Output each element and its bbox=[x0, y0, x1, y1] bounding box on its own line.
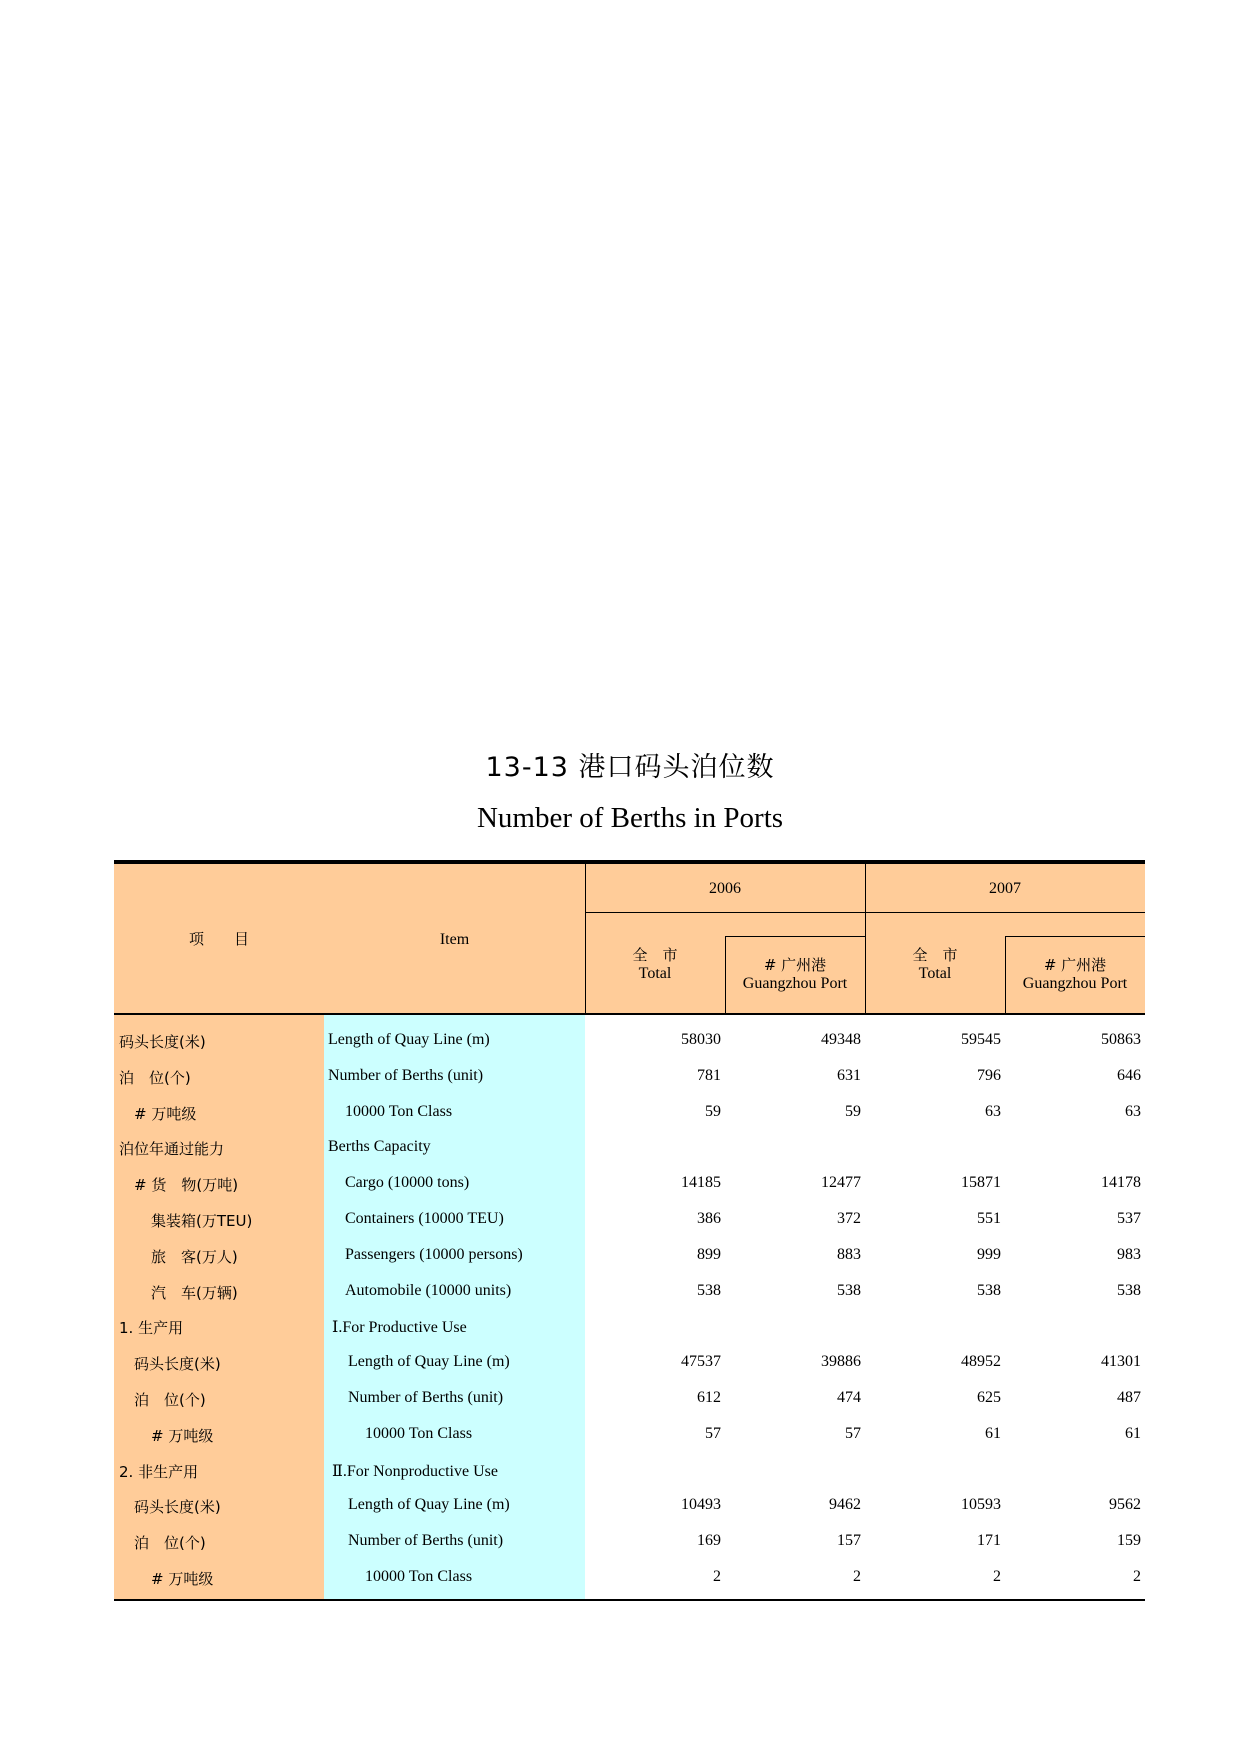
table-row bbox=[114, 1206, 1145, 1242]
value-2006-port: 9462 bbox=[829, 1496, 861, 1514]
value-2007-total: 538 bbox=[977, 1281, 1001, 1299]
row-label-en: 10000 Ton Class bbox=[345, 1102, 453, 1120]
row-label-en: Length of Quay Line (m) bbox=[348, 1496, 510, 1514]
value-2007-total: 63 bbox=[985, 1102, 1001, 1120]
table-row bbox=[114, 1027, 1145, 1063]
value-2007-port: 2 bbox=[1133, 1567, 1141, 1585]
value-2007-total: 10593 bbox=[961, 1496, 1001, 1514]
header-item-en: Item bbox=[439, 931, 470, 948]
table-row bbox=[114, 1170, 1145, 1206]
value-2006-total: 58030 bbox=[681, 1031, 721, 1048]
header-year-2007: 2007 bbox=[989, 880, 1021, 897]
table-body bbox=[114, 1027, 1145, 1600]
value-2006-total: 57 bbox=[705, 1424, 721, 1442]
value-2007-port: 983 bbox=[1117, 1245, 1141, 1263]
table-row bbox=[114, 1528, 1145, 1564]
value-2007-port: 50863 bbox=[1101, 1031, 1141, 1048]
header-total-cn: 全 市 bbox=[912, 946, 958, 964]
value-2007-port: 14178 bbox=[1101, 1174, 1141, 1192]
header-port-en: Guangzhou Port bbox=[742, 975, 848, 992]
value-2006-total: 59 bbox=[705, 1102, 721, 1120]
value-2006-port: 474 bbox=[837, 1388, 861, 1406]
row-label-en: Length of Quay Line (m) bbox=[348, 1353, 510, 1371]
value-2007-total: 61 bbox=[985, 1424, 1001, 1442]
value-2006-port: 883 bbox=[837, 1245, 861, 1263]
header-total-en: Total bbox=[638, 965, 672, 982]
row-label-en: Number of Berths (unit) bbox=[348, 1388, 504, 1406]
value-2007-port: 159 bbox=[1117, 1532, 1141, 1550]
value-2007-total: 171 bbox=[977, 1532, 1001, 1550]
table-title-cn: 13-13 港口码头泊位数 bbox=[485, 752, 775, 783]
row-label-en: Containers (10000 TEU) bbox=[345, 1209, 504, 1227]
value-2006-total: 612 bbox=[697, 1388, 721, 1406]
row-label-en: Ⅱ.For Nonproductive Use bbox=[332, 1462, 498, 1480]
header-port-cn: # 广州港 bbox=[763, 956, 827, 974]
value-2006-total: 386 bbox=[697, 1209, 721, 1227]
value-2006-port: 12477 bbox=[821, 1174, 861, 1192]
value-2006-port: 57 bbox=[845, 1424, 861, 1442]
row-label-cn: 1. 生产用 bbox=[119, 1319, 184, 1338]
value-2007-port: 487 bbox=[1117, 1388, 1141, 1406]
row-label-cn: 码头长度(米) bbox=[119, 1033, 206, 1051]
value-2007-port: 41301 bbox=[1101, 1353, 1141, 1371]
value-2006-total: 2 bbox=[713, 1567, 721, 1585]
row-label-en: Length of Quay Line (m) bbox=[328, 1031, 490, 1048]
header-year-2006: 2006 bbox=[709, 880, 741, 897]
port-box-top bbox=[1005, 936, 1145, 937]
row-label-cn: 泊 位(个) bbox=[134, 1390, 206, 1409]
row-label-en: 10000 Ton Class bbox=[365, 1567, 473, 1585]
table-row bbox=[114, 1385, 1145, 1421]
row-label-cn: # 万吨级 bbox=[151, 1569, 214, 1588]
value-2007-total: 796 bbox=[977, 1066, 1001, 1084]
row-label-cn: 2. 非生产用 bbox=[119, 1462, 199, 1481]
row-label-en: Automobile (10000 units) bbox=[345, 1281, 512, 1299]
row-label-cn: 集装箱(万TEU) bbox=[151, 1211, 253, 1230]
row-label-cn: 码头长度(米) bbox=[134, 1498, 221, 1517]
row-label-en: Passengers (10000 persons) bbox=[345, 1245, 523, 1263]
table-row bbox=[114, 1564, 1145, 1600]
value-2006-port: 538 bbox=[837, 1281, 861, 1299]
value-2007-port: 63 bbox=[1125, 1102, 1141, 1120]
header-port-en: Guangzhou Port bbox=[1022, 975, 1128, 992]
value-2006-total: 781 bbox=[697, 1066, 721, 1084]
table-row bbox=[114, 1134, 1145, 1170]
table-row bbox=[114, 1099, 1145, 1135]
value-2006-port: 372 bbox=[837, 1209, 861, 1227]
table-title-en: Number of Berths in Ports bbox=[476, 802, 784, 834]
value-2007-total: 59545 bbox=[961, 1031, 1001, 1048]
value-2006-total: 47537 bbox=[681, 1353, 721, 1371]
row-label-cn: 泊 位(个) bbox=[119, 1068, 191, 1087]
value-2007-total: 2 bbox=[993, 1567, 1001, 1585]
value-2007-port: 61 bbox=[1125, 1424, 1141, 1442]
value-2006-total: 10493 bbox=[681, 1496, 721, 1514]
value-2007-port: 537 bbox=[1117, 1209, 1141, 1227]
header-rule bbox=[114, 1013, 1145, 1015]
table-row bbox=[114, 1492, 1145, 1528]
value-2007-port: 646 bbox=[1117, 1066, 1141, 1084]
port-box-top bbox=[725, 936, 865, 937]
value-2006-total: 899 bbox=[697, 1245, 721, 1263]
header-total-en: Total bbox=[918, 965, 952, 982]
row-label-cn: # 万吨级 bbox=[134, 1104, 197, 1123]
value-2006-port: 157 bbox=[837, 1532, 861, 1550]
header-total-cn: 全 市 bbox=[632, 946, 678, 964]
value-2006-port: 49348 bbox=[821, 1031, 861, 1048]
row-label-en: Berths Capacity bbox=[328, 1138, 431, 1156]
value-2007-total: 999 bbox=[977, 1245, 1001, 1263]
value-2006-port: 2 bbox=[853, 1567, 861, 1585]
value-2006-port: 631 bbox=[837, 1066, 861, 1084]
berths-table bbox=[114, 860, 1145, 1601]
table-row bbox=[114, 1063, 1145, 1099]
value-2007-total: 48952 bbox=[961, 1353, 1001, 1371]
table-row bbox=[114, 1242, 1145, 1278]
row-label-cn: 泊 位(个) bbox=[134, 1534, 206, 1553]
row-label-cn: 泊位年通过能力 bbox=[119, 1140, 225, 1159]
value-2006-port: 39886 bbox=[821, 1353, 861, 1371]
row-label-en: 10000 Ton Class bbox=[365, 1424, 473, 1442]
top-rule bbox=[114, 860, 1145, 864]
table-row bbox=[114, 1457, 1145, 1493]
value-2007-total: 15871 bbox=[961, 1174, 1001, 1192]
value-2007-port: 9562 bbox=[1109, 1496, 1141, 1514]
row-label-cn: 码头长度(米) bbox=[134, 1355, 221, 1374]
value-2006-port: 59 bbox=[845, 1102, 861, 1120]
table-row bbox=[114, 1313, 1145, 1349]
value-2007-port: 538 bbox=[1117, 1281, 1141, 1299]
row-label-cn: # 货 物(万吨) bbox=[134, 1176, 239, 1195]
row-label-en: Ⅰ.For Productive Use bbox=[332, 1319, 467, 1337]
row-label-en: Number of Berths (unit) bbox=[328, 1066, 484, 1084]
row-label-cn: 旅 客(万人) bbox=[151, 1247, 238, 1266]
header-item-cn: 项 目 bbox=[188, 930, 249, 948]
row-label-en: Number of Berths (unit) bbox=[348, 1532, 504, 1550]
row-label-cn: # 万吨级 bbox=[151, 1426, 214, 1445]
value-2006-total: 169 bbox=[697, 1532, 721, 1550]
table-row bbox=[114, 1349, 1145, 1385]
value-2007-total: 551 bbox=[977, 1209, 1001, 1227]
header-port-cn: # 广州港 bbox=[1043, 956, 1107, 974]
value-2006-total: 14185 bbox=[681, 1174, 721, 1192]
table-row bbox=[114, 1278, 1145, 1314]
row-label-en: Cargo (10000 tons) bbox=[345, 1174, 470, 1192]
row-label-cn: 汽 车(万辆) bbox=[151, 1283, 238, 1302]
table-row bbox=[114, 1421, 1145, 1457]
year-underline bbox=[585, 912, 1145, 913]
value-2007-total: 625 bbox=[977, 1388, 1001, 1406]
value-2006-total: 538 bbox=[697, 1281, 721, 1299]
